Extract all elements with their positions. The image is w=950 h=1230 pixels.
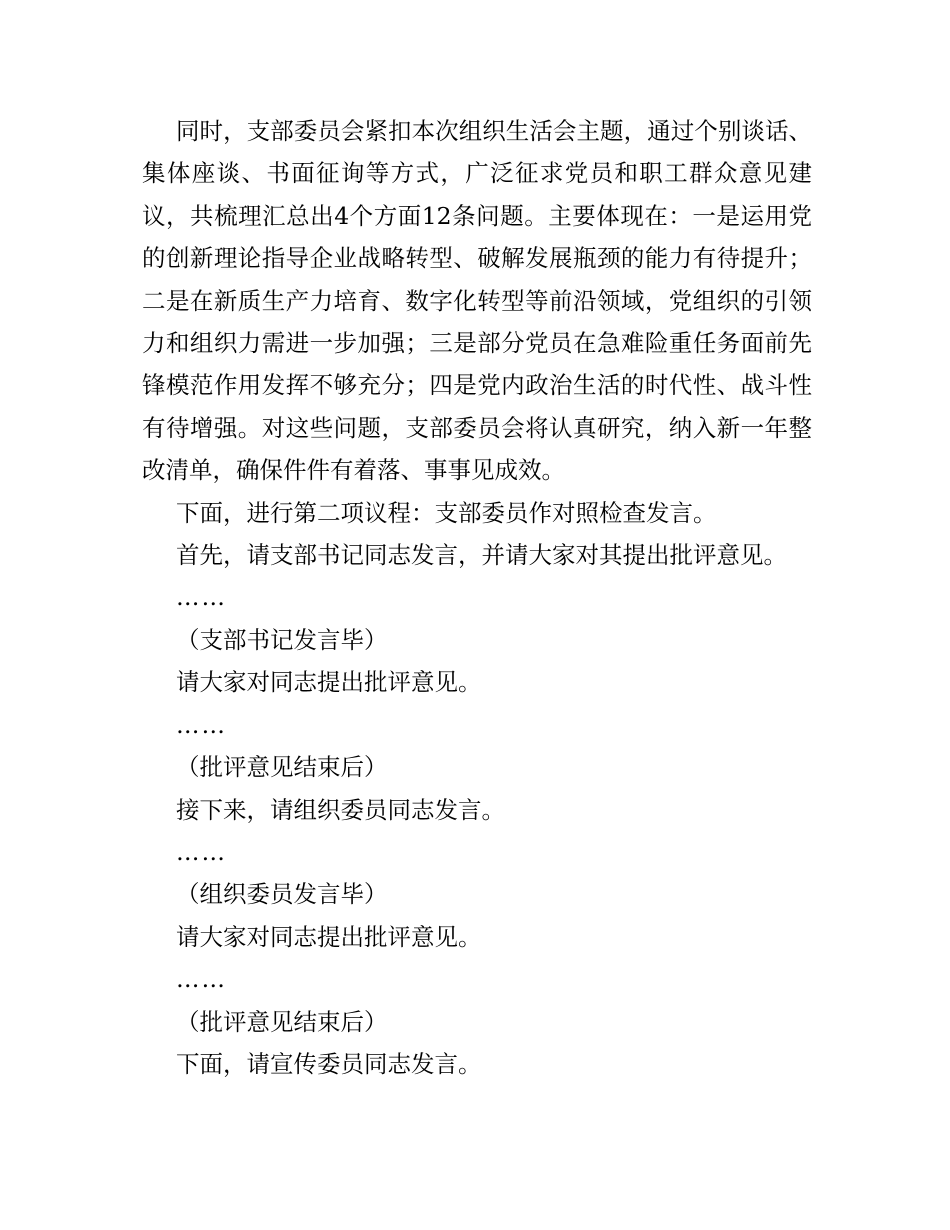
ellipsis-1: …… [176,583,227,612]
paragraph-request-criticism-1: 请大家对同志提出批评意见。 [176,668,482,697]
ellipsis-3: …… [176,837,227,866]
note-organization-speech-done: （组织委员发言毕） [176,880,388,909]
paragraph-agenda-item-two: 下面，进行第二项议程：支部委员作对照检查发言。 [176,498,717,527]
note-secretary-speech-done: （支部书记发言毕） [176,625,388,654]
paragraph-request-criticism-2: 请大家对同志提出批评意见。 [176,922,482,951]
ellipsis-2: …… [176,710,227,739]
note-criticism-done-1: （批评意见结束后） [176,753,388,782]
paragraph-organization-member-speech: 接下来，请组织委员同志发言。 [176,795,505,824]
document-body [142,110,812,1085]
paragraph-publicity-member-speech: 下面，请宣传委员同志发言。 [176,1049,482,1078]
note-criticism-done-2: （批评意见结束后） [176,1007,388,1036]
paragraph-issues-summary: 同时，支部委员会紧扣本次组织生活会主题，通过个别谈话、集体座谈、书面征询等方式，广泛征求党员和职工群众意见建议，共梳理汇总出4个方面12条问题。主要体现在：一是运用党的创新理论指导企业战略转型、破解发展瓶颈的能力有待提升；二是在新质生产力培育、数字化转型等前沿领域，党组织的引领力和组织力需进一步加强；三是部分党员在急难险重任务面前先锋模范作用发挥不够充分；四是党内政治生活的时代性、战斗性有待增强。对这些问题，支部委员会将认真研究，纳入新一年整改清单，确保件件有着落、事事见成效。 [142,117,812,485]
ellipsis-4: …… [176,965,227,994]
paragraph-secretary-speech: 首先，请支部书记同志发言，并请大家对其提出批评意见。 [176,541,787,570]
